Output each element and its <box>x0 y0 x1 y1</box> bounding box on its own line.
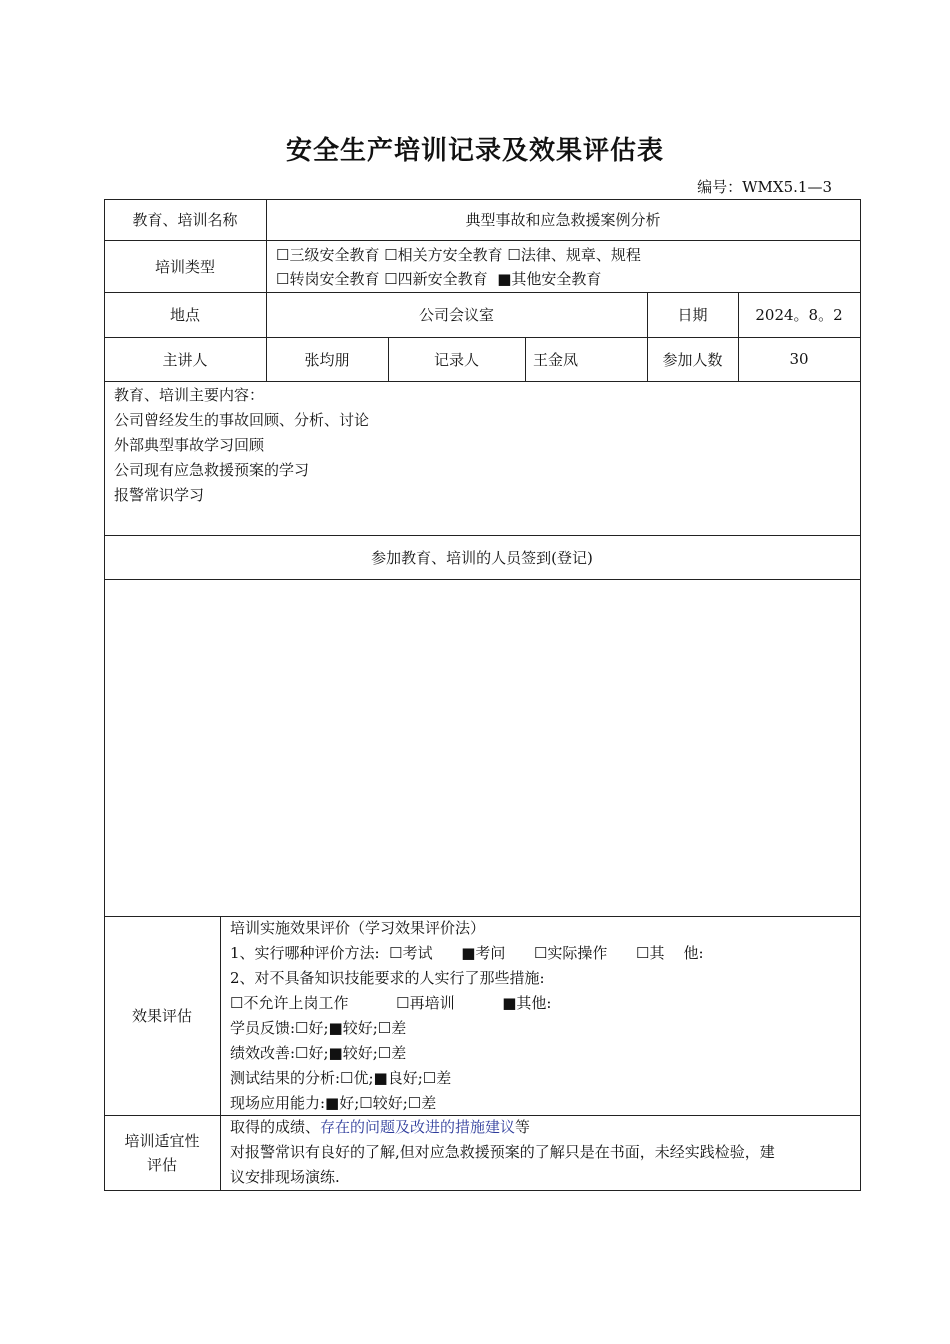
training-name-label: 教育、培训名称 <box>132 211 238 229</box>
page-title: 安全生产培训记录及效果评估表 <box>285 136 664 166</box>
evaluation-content <box>220 916 860 1115</box>
training-content <box>104 382 860 535</box>
test-result-line: 测试结果的分析:☐优;■良好;☐差 <box>230 1069 452 1087</box>
content-header: 教育、培训主要内容： <box>114 386 265 404</box>
training-type-line-2: ☐转岗安全教育 ☐四新安全教育 ■其他安全教育 <box>276 270 602 288</box>
recorder-value: 王金凤 <box>533 350 579 369</box>
content-item: 报警常识学习 <box>114 486 205 504</box>
content-item: 外部典型事故学习回顾 <box>114 436 265 454</box>
location-label: 地点 <box>169 306 200 324</box>
date-value: 2024。8。2 <box>755 306 843 324</box>
evaluation-method-line: 1、实行哪种评价方法: ☐考试 ■考问 ☐实际操作 ☐其 他: <box>230 944 704 962</box>
suitability-prompt-c: 等 <box>515 1118 531 1136</box>
content-item: 公司曾经发生的事故回顾、分析、讨论 <box>114 411 370 429</box>
training-type-line-1: ☐三级安全教育 ☐相关方安全教育 ☐法律、规章、规程 <box>276 246 641 264</box>
student-feedback-line: 学员反馈:☐好;■较好;☐差 <box>230 1019 407 1037</box>
suitability-label-line-2: 评估 <box>146 1155 177 1174</box>
suitability-label-line-1: 培训适宜性 <box>124 1131 200 1150</box>
table-border-bottom <box>104 1190 861 1191</box>
table-border-right <box>860 199 861 1191</box>
suitability-prompt-b: 存在的问题及改进的措施建议 <box>320 1118 516 1136</box>
signin-area[interactable] <box>105 580 860 916</box>
recorder-label: 记录人 <box>433 350 479 369</box>
field-application-line: 现场应用能力:■好;☐较好;☐差 <box>230 1094 437 1112</box>
suitability-prompt <box>230 1115 850 1140</box>
document-number: 编号：WMX5.1—3 <box>697 178 832 196</box>
location-value: 公司会议室 <box>418 306 494 324</box>
signin-header: 参加教育、培训的人员签到(登记) <box>371 548 593 567</box>
content-item: 公司现有应急救援预案的学习 <box>114 461 310 479</box>
training-type-label: 培训类型 <box>154 257 215 276</box>
suitability-content <box>220 1115 860 1190</box>
suitability-text-1: 对报警常识有良好的了解,但对应急救援预案的了解只是在书面，未经实践检验，建 <box>230 1143 775 1161</box>
training-name-value: 典型事故和应急救援案例分析 <box>465 211 661 229</box>
training-type-options <box>266 240 860 292</box>
evaluation-label: 效果评估 <box>131 1007 192 1025</box>
evaluation-line: 2、对不具备知识技能要求的人实行了那些措施: <box>230 969 545 987</box>
lecturer-value: 张均朋 <box>304 350 350 369</box>
suitability-prompt-a: 取得的成绩、 <box>230 1118 321 1136</box>
attendees-label: 参加人数 <box>662 350 723 369</box>
evaluation-measures-line: ☐不允许上岗工作 ☐再培训 ■其他: <box>230 994 552 1012</box>
attendees-value: 30 <box>789 350 809 368</box>
date-label: 日期 <box>677 306 708 324</box>
evaluation-line: 培训实施效果评价（学习效果评价法） <box>230 919 486 937</box>
suitability-text-2: 议安排现场演练. <box>230 1168 340 1186</box>
lecturer-label: 主讲人 <box>162 350 208 369</box>
performance-line: 绩效改善:☐好;■较好;☐差 <box>230 1044 407 1062</box>
suitability-label <box>104 1115 220 1190</box>
